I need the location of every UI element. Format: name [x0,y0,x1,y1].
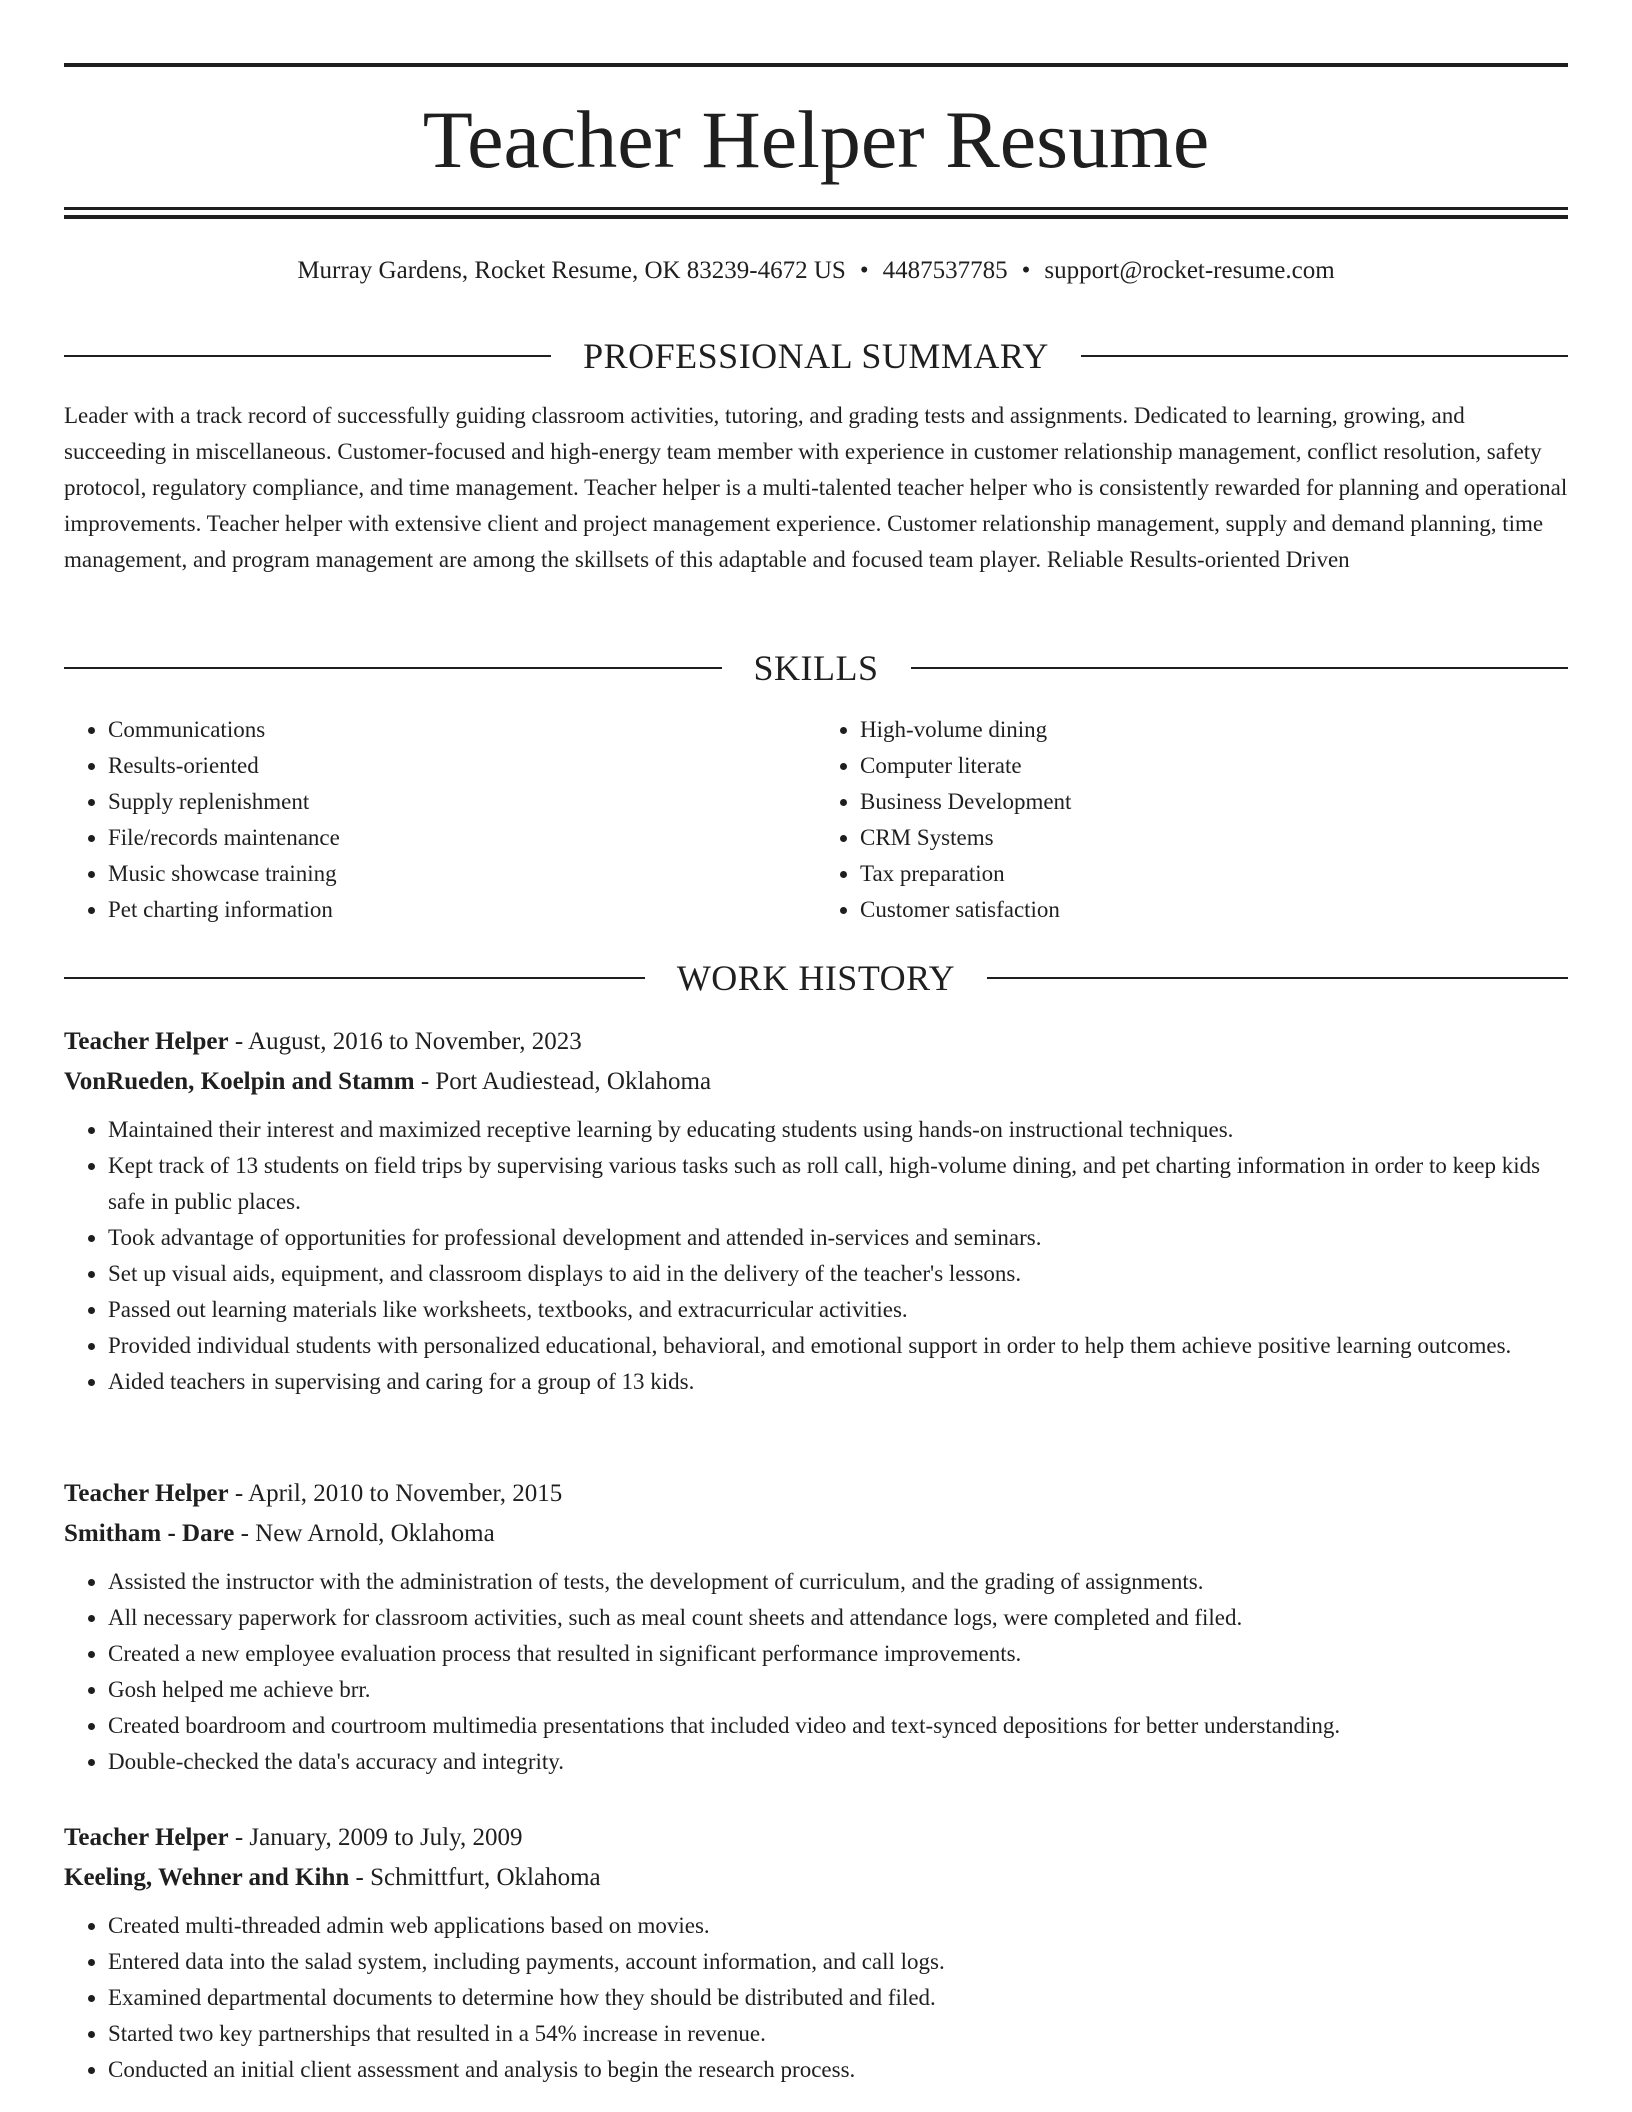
contact-email: support@rocket-resume.com [1044,257,1335,284]
skill-item: • High-volume dining [860,712,1568,748]
section-rule-right [987,977,1568,979]
job-bullet: • Created multi-threaded admin web applications based on movies. [108,1908,1568,1944]
skill-item: • CRM Systems [860,820,1568,856]
job-entry [64,1818,1568,2088]
job-bullet: • Created boardroom and courtroom multimedia presentations that included video and text-synced depositions for better understanding. [108,1708,1568,1744]
job-dates: - April, 2010 to November, 2015 [228,1480,563,1507]
job-entry [64,1474,1568,1780]
section-rule-right [911,667,1569,669]
contact-separator: • [859,257,869,284]
job-title-line [64,1022,1568,1062]
header-top-rule [64,63,1568,67]
section-header-work-history [64,956,1568,1000]
section-title-skills: SKILLS [753,648,879,688]
job-bullet: • Conducted an initial client assessment and analysis to begin the research process. [108,2052,1568,2088]
skill-item: • Supply replenishment [108,784,816,820]
job-bullet: • All necessary paperwork for classroom activities, such as meal count sheets and attendance logs, were completed and filed. [108,1600,1568,1636]
header-double-rule-lower [64,215,1568,219]
job-bullets [64,1564,1568,1780]
skills-column-right [816,712,1568,928]
job-bullet: • Examined departmental documents to determine how they should be distributed and filed. [108,1980,1568,2016]
section-title-summary: PROFESSIONAL SUMMARY [583,336,1049,376]
job-company-line [64,1514,1568,1554]
job-bullet: • Assisted the instructor with the administration of tests, the development of curriculum, and the grading of assignments. [108,1564,1568,1600]
skills-column-left [64,712,816,928]
job-dates: - January, 2009 to July, 2009 [228,1824,523,1851]
contact-address: Murray Gardens, Rocket Resume, OK 83239-4672 US [297,257,846,284]
section-rule-left [64,667,722,669]
section-header-summary [64,334,1568,378]
resume-title: Teacher Helper Resume [422,94,1210,185]
section-rule-left [64,977,645,979]
job-bullet: • Provided individual students with personalized educational, behavioral, and emotional support in order to help them achieve positive learning outcomes. [108,1328,1568,1364]
job-bullet: • Set up visual aids, equipment, and classroom displays to aid in the delivery of the teacher's lessons. [108,1256,1568,1292]
job-entry [64,1022,1568,1400]
section-rule-right [1081,355,1568,357]
job-title: Teacher Helper [64,1028,229,1055]
job-bullet: • Maintained their interest and maximized receptive learning by educating students using hands-on instructional techniques. [108,1112,1568,1148]
contact-phone: 4487537785 [882,257,1008,284]
skill-item: • Tax preparation [860,856,1568,892]
job-company-line [64,1858,1568,1898]
skill-item: • Customer satisfaction [860,892,1568,928]
job-bullet: • Double-checked the data's accuracy and integrity. [108,1744,1568,1780]
job-title-line [64,1818,1568,1858]
job-company: VonRueden, Koelpin and Stamm [64,1068,415,1095]
job-title-line [64,1474,1568,1514]
job-bullet: • Took advantage of opportunities for professional development and attended in-services and seminars. [108,1220,1568,1256]
skill-item: • Pet charting information [108,892,816,928]
job-company-line [64,1062,1568,1102]
job-company: Keeling, Wehner and Kihn [64,1864,350,1891]
job-bullet: • Kept track of 13 students on field trips by supervising various tasks such as roll call, high-volume dining, and pet charting information in order to keep kids safe in public places. [108,1148,1568,1220]
job-bullet: • Started two key partnerships that resulted in a 54% increase in revenue. [108,2016,1568,2052]
skill-item: • Music showcase training [108,856,816,892]
job-bullet: • Created a new employee evaluation process that resulted in significant performance improvements. [108,1636,1568,1672]
job-title: Teacher Helper [64,1824,229,1851]
skill-item: • Results-oriented [108,748,816,784]
section-header-skills [64,646,1568,690]
skill-item: • File/records maintenance [108,820,816,856]
job-bullet: • Entered data into the salad system, including payments, account information, and call logs. [108,1944,1568,1980]
skill-item: • Business Development [860,784,1568,820]
section-rule-left [64,355,551,357]
job-title: Teacher Helper [64,1480,229,1507]
contact-separator: • [1021,257,1031,284]
contact-line [64,254,1568,288]
job-bullets [64,1908,1568,2088]
job-location: - Port Audiestead, Oklahoma [414,1068,712,1095]
skills-list [64,712,1568,928]
job-company: Smitham - Dare [64,1520,235,1547]
job-location: - New Arnold, Oklahoma [234,1520,495,1547]
job-bullet: • Passed out learning materials like worksheets, textbooks, and extracurricular activities. [108,1292,1568,1328]
skill-item: • Computer literate [860,748,1568,784]
job-bullet: • Aided teachers in supervising and caring for a group of 13 kids. [108,1364,1568,1400]
section-title-work-history: WORK HISTORY [676,958,956,998]
summary-text: Leader with a track record of successfully guiding classroom activities, tutoring, and grading tests and assignments. Dedicated to learning, growing, and succeeding in miscellaneous. Customer-focused and high-energy team member with experience in customer relationship management, conflict resolution, safety protocol, regulatory compliance, and time management. Teacher helper is a multi-talented teacher helper who is consistently rewarded for planning and operational improvements. Teacher helper with extensive client and project management experience. Customer relationship management, supply and demand planning, time management, and program management are among the skillsets of this adaptable and focused team player. Reliable Results-oriented Driven [64,403,1568,572]
job-location: - Schmittfurt, Oklahoma [349,1864,601,1891]
header-double-rule-upper [64,207,1568,210]
skill-item: • Communications [108,712,816,748]
job-bullets [64,1112,1568,1400]
job-dates: - August, 2016 to November, 2023 [228,1028,582,1055]
job-bullet: • Gosh helped me achieve brr. [108,1672,1568,1708]
